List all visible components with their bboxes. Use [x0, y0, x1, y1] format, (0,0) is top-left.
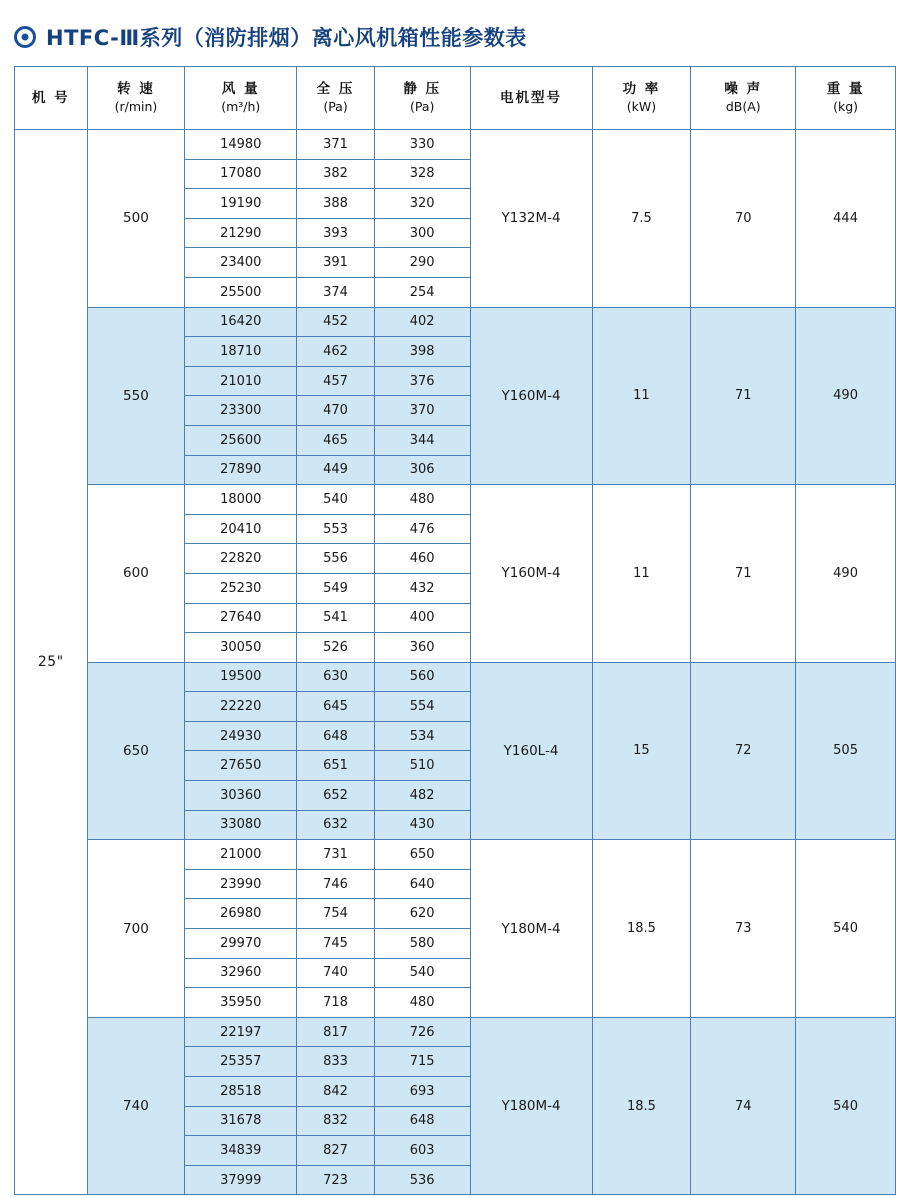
cell-static-pressure: 460 — [374, 544, 470, 574]
cell-static-pressure: 560 — [374, 662, 470, 692]
table-row — [15, 1017, 896, 1047]
cell-total-pressure: 842 — [297, 1077, 375, 1107]
cell-static-pressure: 376 — [374, 366, 470, 396]
cell-flow: 34839 — [185, 1136, 297, 1166]
cell-speed: 500 — [87, 130, 185, 308]
cell-total-pressure: 391 — [297, 248, 375, 278]
cell-flow: 18710 — [185, 337, 297, 367]
cell-flow: 16420 — [185, 307, 297, 337]
cell-static-pressure: 290 — [374, 248, 470, 278]
table-row — [15, 307, 896, 337]
cell-static-pressure: 648 — [374, 1106, 470, 1136]
cell-static-pressure: 580 — [374, 929, 470, 959]
cell-flow: 22220 — [185, 692, 297, 722]
cell-total-pressure: 452 — [297, 307, 375, 337]
column-header-model: 机 号 — [15, 67, 88, 130]
cell-total-pressure: 827 — [297, 1136, 375, 1166]
cell-noise: 71 — [691, 307, 796, 485]
column-header-weight: 重 量 (kg) — [796, 67, 896, 130]
cell-flow: 21290 — [185, 218, 297, 248]
cell-flow: 33080 — [185, 810, 297, 840]
cell-motor-type: Y160M-4 — [470, 485, 592, 663]
cell-static-pressure: 398 — [374, 337, 470, 367]
cell-flow: 27650 — [185, 751, 297, 781]
cell-static-pressure: 693 — [374, 1077, 470, 1107]
cell-total-pressure: 754 — [297, 899, 375, 929]
cell-static-pressure: 432 — [374, 573, 470, 603]
column-header-noise: 噪 声 dB(A) — [691, 67, 796, 130]
cell-static-pressure: 640 — [374, 869, 470, 899]
cell-flow: 23990 — [185, 869, 297, 899]
cell-total-pressure: 393 — [297, 218, 375, 248]
cell-weight: 540 — [796, 1017, 896, 1195]
document-header — [0, 0, 910, 66]
spec-table-container — [0, 66, 910, 1195]
cell-power: 18.5 — [592, 1017, 691, 1195]
cell-static-pressure: 344 — [374, 425, 470, 455]
cell-weight: 444 — [796, 130, 896, 308]
cell-flow: 23300 — [185, 396, 297, 426]
cell-total-pressure: 462 — [297, 337, 375, 367]
cell-speed: 550 — [87, 307, 185, 485]
table-row — [15, 130, 896, 160]
cell-static-pressure: 400 — [374, 603, 470, 633]
cell-power: 11 — [592, 307, 691, 485]
cell-flow: 25500 — [185, 277, 297, 307]
cell-total-pressure: 470 — [297, 396, 375, 426]
cell-flow: 35950 — [185, 988, 297, 1018]
cell-total-pressure: 540 — [297, 485, 375, 515]
cell-total-pressure: 541 — [297, 603, 375, 633]
cell-total-pressure: 549 — [297, 573, 375, 603]
table-body — [15, 130, 896, 1195]
cell-weight: 490 — [796, 485, 896, 663]
cell-speed: 650 — [87, 662, 185, 840]
cell-static-pressure: 330 — [374, 130, 470, 160]
target-bullet-icon — [14, 26, 36, 48]
cell-power: 18.5 — [592, 840, 691, 1018]
cell-static-pressure: 306 — [374, 455, 470, 485]
column-header-motor-type: 电机型号 — [470, 67, 592, 130]
cell-flow: 27640 — [185, 603, 297, 633]
column-header-flow: 风 量 (m³/h) — [185, 67, 297, 130]
cell-flow: 30360 — [185, 781, 297, 811]
cell-static-pressure: 254 — [374, 277, 470, 307]
cell-flow: 21000 — [185, 840, 297, 870]
cell-static-pressure: 360 — [374, 633, 470, 663]
cell-total-pressure: 832 — [297, 1106, 375, 1136]
fan-performance-table — [14, 66, 896, 1195]
cell-static-pressure: 482 — [374, 781, 470, 811]
cell-total-pressure: 630 — [297, 662, 375, 692]
column-header-speed: 转 速 (r/min) — [87, 67, 185, 130]
table-row — [15, 662, 896, 692]
cell-static-pressure: 603 — [374, 1136, 470, 1166]
cell-motor-type: Y160M-4 — [470, 307, 592, 485]
cell-speed: 600 — [87, 485, 185, 663]
column-header-static-pressure: 静 压 (Pa) — [374, 67, 470, 130]
cell-flow: 25600 — [185, 425, 297, 455]
cell-total-pressure: 723 — [297, 1165, 375, 1195]
cell-total-pressure: 553 — [297, 514, 375, 544]
cell-total-pressure: 556 — [297, 544, 375, 574]
cell-noise: 74 — [691, 1017, 796, 1195]
cell-model-no: 25" — [15, 130, 88, 1195]
cell-flow: 25230 — [185, 573, 297, 603]
cell-total-pressure: 632 — [297, 810, 375, 840]
cell-total-pressure: 718 — [297, 988, 375, 1018]
cell-noise: 70 — [691, 130, 796, 308]
cell-power: 11 — [592, 485, 691, 663]
cell-total-pressure: 645 — [297, 692, 375, 722]
cell-total-pressure: 745 — [297, 929, 375, 959]
cell-motor-type: Y180M-4 — [470, 840, 592, 1018]
cell-total-pressure: 648 — [297, 721, 375, 751]
cell-flow: 17080 — [185, 159, 297, 189]
cell-flow: 32960 — [185, 958, 297, 988]
cell-static-pressure: 476 — [374, 514, 470, 544]
cell-total-pressure: 526 — [297, 633, 375, 663]
cell-flow: 26980 — [185, 899, 297, 929]
cell-motor-type: Y160L-4 — [470, 662, 592, 840]
cell-flow: 37999 — [185, 1165, 297, 1195]
cell-motor-type: Y180M-4 — [470, 1017, 592, 1195]
cell-total-pressure: 833 — [297, 1047, 375, 1077]
cell-static-pressure: 402 — [374, 307, 470, 337]
cell-weight: 505 — [796, 662, 896, 840]
cell-total-pressure: 651 — [297, 751, 375, 781]
cell-weight: 490 — [796, 307, 896, 485]
table-row — [15, 840, 896, 870]
table-row — [15, 485, 896, 515]
cell-flow: 22820 — [185, 544, 297, 574]
cell-total-pressure: 388 — [297, 189, 375, 219]
cell-speed: 740 — [87, 1017, 185, 1195]
cell-flow: 31678 — [185, 1106, 297, 1136]
cell-weight: 540 — [796, 840, 896, 1018]
cell-static-pressure: 726 — [374, 1017, 470, 1047]
cell-flow: 19500 — [185, 662, 297, 692]
page-title: HTFC-Ⅲ系列（消防排烟）离心风机箱性能参数表 — [46, 26, 527, 50]
column-header-power: 功 率 (kW) — [592, 67, 691, 130]
cell-flow: 14980 — [185, 130, 297, 160]
cell-static-pressure: 510 — [374, 751, 470, 781]
cell-motor-type: Y132M-4 — [470, 130, 592, 308]
cell-flow: 24930 — [185, 721, 297, 751]
cell-static-pressure: 534 — [374, 721, 470, 751]
cell-total-pressure: 374 — [297, 277, 375, 307]
cell-power: 7.5 — [592, 130, 691, 308]
cell-total-pressure: 465 — [297, 425, 375, 455]
cell-speed: 700 — [87, 840, 185, 1018]
cell-total-pressure: 449 — [297, 455, 375, 485]
cell-static-pressure: 328 — [374, 159, 470, 189]
cell-flow: 30050 — [185, 633, 297, 663]
cell-noise: 72 — [691, 662, 796, 840]
cell-flow: 18000 — [185, 485, 297, 515]
cell-static-pressure: 300 — [374, 218, 470, 248]
table-header-row — [15, 67, 896, 130]
cell-total-pressure: 457 — [297, 366, 375, 396]
cell-total-pressure: 382 — [297, 159, 375, 189]
cell-flow: 25357 — [185, 1047, 297, 1077]
cell-static-pressure: 370 — [374, 396, 470, 426]
cell-noise: 71 — [691, 485, 796, 663]
cell-flow: 19190 — [185, 189, 297, 219]
cell-flow: 22197 — [185, 1017, 297, 1047]
cell-total-pressure: 371 — [297, 130, 375, 160]
cell-static-pressure: 430 — [374, 810, 470, 840]
cell-total-pressure: 652 — [297, 781, 375, 811]
cell-flow: 23400 — [185, 248, 297, 278]
cell-static-pressure: 554 — [374, 692, 470, 722]
cell-static-pressure: 540 — [374, 958, 470, 988]
cell-total-pressure: 731 — [297, 840, 375, 870]
cell-static-pressure: 650 — [374, 840, 470, 870]
cell-flow: 29970 — [185, 929, 297, 959]
cell-static-pressure: 480 — [374, 485, 470, 515]
cell-total-pressure: 817 — [297, 1017, 375, 1047]
cell-power: 15 — [592, 662, 691, 840]
cell-flow: 20410 — [185, 514, 297, 544]
cell-static-pressure: 320 — [374, 189, 470, 219]
cell-flow: 27890 — [185, 455, 297, 485]
cell-static-pressure: 536 — [374, 1165, 470, 1195]
cell-static-pressure: 715 — [374, 1047, 470, 1077]
cell-noise: 73 — [691, 840, 796, 1018]
cell-static-pressure: 620 — [374, 899, 470, 929]
cell-flow: 21010 — [185, 366, 297, 396]
cell-total-pressure: 740 — [297, 958, 375, 988]
column-header-total-pressure: 全 压 (Pa) — [297, 67, 375, 130]
cell-total-pressure: 746 — [297, 869, 375, 899]
cell-static-pressure: 480 — [374, 988, 470, 1018]
cell-flow: 28518 — [185, 1077, 297, 1107]
